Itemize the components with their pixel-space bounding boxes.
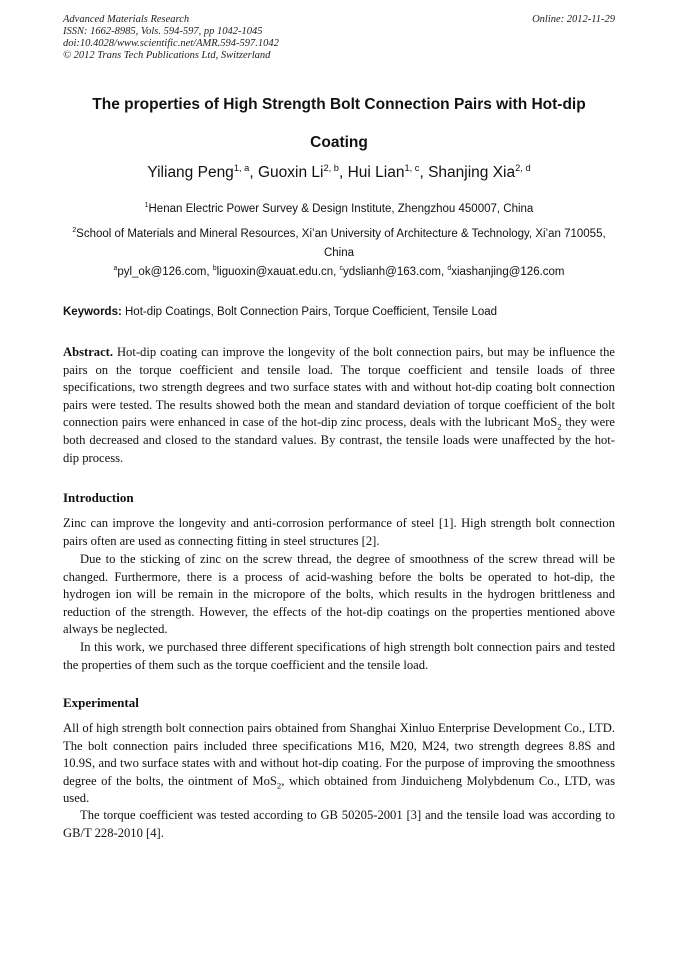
- author-affiliation-mark: 2, b: [323, 162, 339, 173]
- keywords-label: Keywords:: [63, 306, 122, 318]
- email-link[interactable]: xiashanjing@126.com: [451, 266, 565, 278]
- email-link[interactable]: pyl_ok@126.com: [117, 266, 207, 278]
- author-name: Guoxin Li: [257, 164, 324, 181]
- body-paragraph: In this work, we purchased three different specifications of high strength bolt connection pairs and tested the properties of them such as the torque coefficient and the tensile load.: [63, 640, 615, 672]
- keywords-text: Hot-dip Coatings, Bolt Connection Pairs, Torque Coefficient, Tensile Load: [121, 306, 498, 318]
- body-paragraph: All of high strength bolt connection pairs obtained from Shanghai Xinluo Enterprise Development Co., LTD. The bolt connection pairs included three specifications M16, M20, M24, two strength degrees 8.8S and 10.9S, and two surface states with and without hot-dip coating. For the purpose of improving the smoothness degree of the bolts, the ointment of MoS$_2$, which obtained from Jinduicheng Molybdenum Co., LTD, was used.: [63, 721, 615, 806]
- copyright-line: © 2012 Trans Tech Publications Ltd, Switzerland: [63, 50, 271, 61]
- author-affiliation-mark: 1, a: [233, 162, 250, 173]
- section-heading-experimental: Experimental: [63, 695, 139, 710]
- keywords: [63, 306, 615, 318]
- author-affiliation-mark: 2, d: [515, 162, 531, 173]
- author-name: Yiliang Peng: [147, 164, 234, 181]
- author-name: Shanjing Xia: [428, 164, 516, 181]
- journal-name: Advanced Materials Research: [63, 14, 190, 25]
- affiliation: $^1$Henan Electric Power Survey & Design Institute, Zhengzhou 450007, China: [144, 202, 534, 215]
- author-name: Hui Lian: [347, 164, 405, 181]
- paper-title: The properties of High Strength Bolt Connection Pairs with Hot-dip Coating: [92, 96, 586, 151]
- issn-line: ISSN: 1662-8985, Vols. 594-597, pp 1042-1045: [63, 26, 263, 37]
- email-link[interactable]: liguoxin@xauat.edu.cn: [216, 266, 334, 278]
- journal-header: [63, 14, 615, 62]
- body-paragraph: Due to the sticking of zinc on the screw thread, the degree of smoothness of the screw thread will be changed. Furthermore, there is a process of acid-washing before the bolts be operated to hot-dip, the hydrogen ion will be remain in the micropore of the bolts, which results in the hydrogen brittleness and reduction of the strength. However, the effects of the hot-dip coatings on the properties mentioned above always be neglected.: [63, 552, 615, 637]
- author-list: Yiliang Peng$^{1, a}$, Guoxin Li$^{2, b}$, Hui Lian$^{1, c}$, Shanjing Xia$^{2, d}$: [147, 162, 531, 181]
- doi-line: doi:10.4028/www.scientific.net/AMR.594-597.1042: [63, 38, 279, 49]
- author-affiliation-mark: 1, c: [404, 162, 420, 173]
- author-emails: $^a$pyl_ok@126.com, $^b$liguoxin@xauat.edu.cn, $^c$ydslianh@163.com, $^d$xiashanjing@126.com: [113, 265, 565, 278]
- abstract-label: Abstract.: [63, 345, 114, 359]
- affiliation: $^2$School of Materials and Mineral Resources, Xi’an University of Architecture & Technology, Xi’an 710055, China: [72, 227, 606, 259]
- section-heading-introduction: Introduction: [63, 490, 134, 505]
- body-paragraph: The torque coefficient was tested according to GB 50205-2001 [3] and the tensile load was according to GB/T 228-2010 [4].: [63, 808, 615, 840]
- email-link[interactable]: ydslianh@163.com: [342, 266, 441, 278]
- abstract: Abstract. Hot-dip coating can improve the longevity of the bolt connection pairs, but may be influence the pairs on the torque coefficient and tensile load. The torque coefficient and tensile loads of three specifications, two strength degrees and two surface states with and without hot-dip coating bolt connection pairs were tested. The results showed both the mean and standard deviation of torque coefficient of the bolt connection pairs were enhanced in case of the hot-dip zinc process, deals with the lubricant MoS$_2$ they were both decreased and closed to the standard values. By contrast, the tensile loads were unaffected by the hot-dip process.: [63, 345, 616, 465]
- online-date: Online: 2012-11-29: [532, 14, 615, 25]
- body-paragraph: Zinc can improve the longevity and anti-corrosion performance of steel [1]. High strength bolt connection pairs often are used as connecting fitting in steel structures [2].: [63, 516, 615, 548]
